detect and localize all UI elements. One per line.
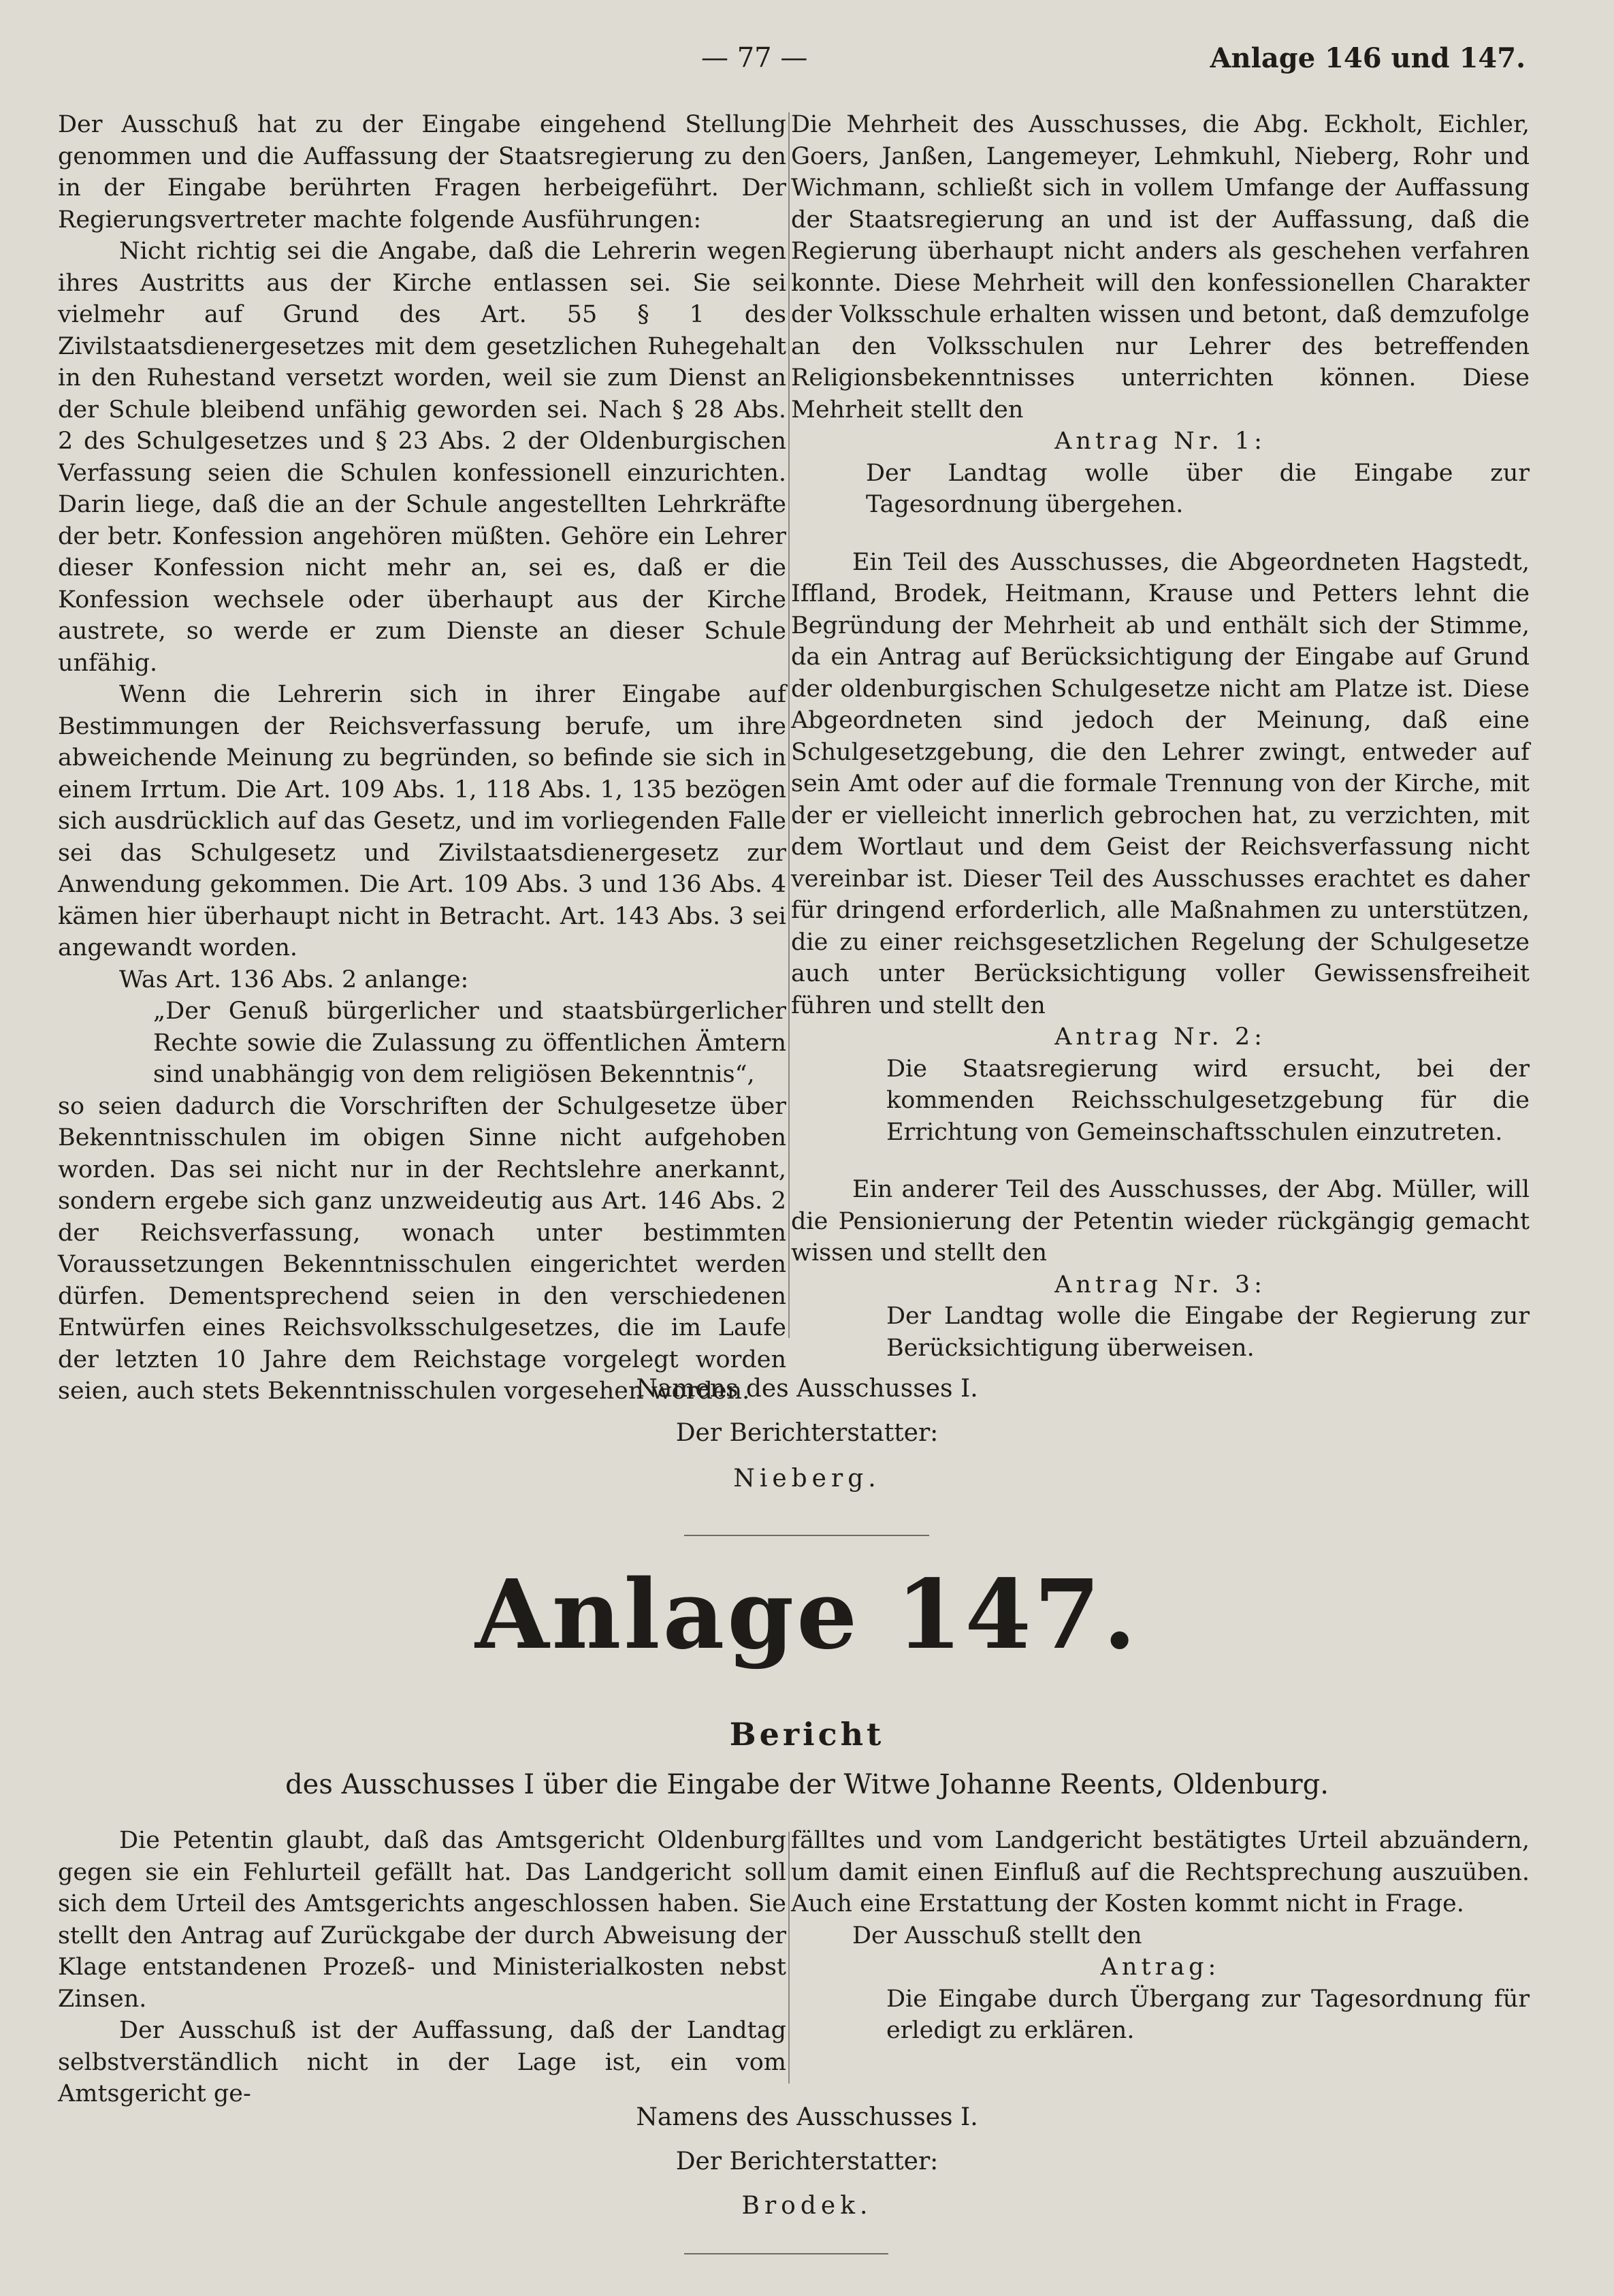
- antrag-text: Die Eingabe durch Übergang zur Tagesordnung für erledigt zu erklären.: [886, 1985, 1530, 2044]
- signature-role: Der Berichterstatter:: [675, 1419, 939, 1447]
- antrag-heading: Antrag Nr. 3:: [1054, 1271, 1266, 1298]
- section-title: Anlage 147.: [475, 1559, 1139, 1671]
- report-subject: des Ausschusses I über die Eingabe der Witwe Johanne Reents, Oldenburg.: [285, 1769, 1329, 1800]
- signature-committee: Namens des Ausschusses I.: [636, 1375, 978, 1403]
- anlage147-right-column: [791, 1825, 1530, 2047]
- antrag-heading: Antrag:: [1100, 1954, 1221, 1981]
- paragraph: Der Ausschuß stellt den: [852, 1922, 1142, 1949]
- paragraph: Ein anderer Teil des Ausschusses, der Abg. Müller, will die Pensionierung der Petentin wieder rückgängig gemacht wissen und stellt den: [791, 1176, 1530, 1266]
- paragraph: Die Petentin glaubt, daß das Amtsgericht Oldenburg gegen sie ein Fehlurteil gefällt hat. Das Landgericht soll sich dem Urteil des Amtsgerichts angeschlossen haben. Sie stellt den Antrag auf Zurückgabe der durch Abweisung der Klage entstandenen Prozeß- und Ministerialkosten nebst Zinsen.: [58, 1827, 786, 2013]
- report-heading: Bericht: [729, 1716, 885, 1753]
- signature-name: Brodek.: [741, 2192, 873, 2220]
- anlage147-left-column: [58, 1825, 786, 2110]
- antrag-heading: Antrag Nr. 1:: [1054, 428, 1266, 455]
- paragraph: Der Ausschuß hat zu der Eingabe eingehend Stellung genommen und die Auffassung der Staatsregierung zu den in der Eingabe berührten Fragen herbeigeführt. Der Regierungsvertreter machte folgende Ausführungen:: [58, 111, 786, 234]
- running-title: Anlage 146 und 147.: [1210, 42, 1526, 74]
- paragraph: Was Art. 136 Abs. 2 anlange:: [119, 966, 469, 993]
- column-divider: [788, 112, 790, 1338]
- signature-role: Der Berichterstatter:: [675, 2148, 939, 2175]
- paragraph: so seien dadurch die Vorschriften der Schulgesetze über Bekenntnisschulen im obigen Sinne nicht aufgehoben worden. Das sei nicht nur in der Rechtslehre anerkannt, sondern ergebe sich ganz unzweideutig aus Art. 146 Abs. 2 der Reichsverfassung, wonach unter bestimmten Voraussetzungen Bekenntnisschulen eingerichtet werden dürfen. Dementsprechend seien in den verschiedenen Entwürfen eines Reichsvolksschulgesetzes, die im Laufe der letzten 10 Jahre dem Reichstage vorgelegt worden seien, auch stets Bekenntnisschulen vorgesehen worden.: [58, 1092, 786, 1405]
- antrag-text: Der Landtag wolle über die Eingabe zur Tagesordnung übergehen.: [866, 459, 1530, 518]
- antrag-text: Die Staatsregierung wird ersucht, bei der kommenden Reichsschulgesetzgebung für die Errichtung von Gemeinschaftsschulen einzutreten.: [886, 1055, 1530, 1146]
- signature-name: Nieberg.: [733, 1465, 881, 1493]
- quotation: „Der Genuß bürgerlicher und staatsbürgerlicher Rechte sowie die Zulassung zu öffentlichen Ämtern sind unabhängig von dem religiösen Bekenntnis“,: [153, 998, 786, 1088]
- paragraph: Ein Teil des Ausschusses, die Abgeordneten Hagstedt, Iffland, Brodek, Heitmann, Krause und Petters lehnt die Begründung der Mehrheit ab und enthält sich der Stimme, da ein Antrag auf Berücksichtigung der Eingabe auf Grund der oldenburgischen Schulgesetze nicht am Platze ist. Diese Abgeordneten sind jedoch der Meinung, daß eine Schulgesetzgebung, die den Lehrer zwingt, entweder auf sein Amt oder auf die formale Trennung von der Kirche, mit der er vielleicht innerlich gebrochen hat, zu verzichten, mit dem Wortlaut und dem Geist der Reichsverfassung nicht vereinbar ist. Dieser Teil des Ausschusses erachtet es daher für dringend erforderlich, alle Maßnahmen zu unterstützen, die zu einer reichsgesetzlichen Regelung der Schulgesetze auch unter Berücksichtigung voller Gewissensfreiheit führen und stellt den: [791, 548, 1530, 1019]
- section-rule: [684, 1535, 929, 1536]
- paragraph: fälltes und vom Landgericht bestätigtes Urteil abzuändern, um damit einen Einfluß auf die Rechtsprechung auszuüben. Auch eine Erstattung der Kosten kommt nicht in Frage.: [791, 1827, 1530, 1917]
- paragraph: Die Mehrheit des Ausschusses, die Abg. Eckholt, Eichler, Goers, Janßen, Langemeyer, Lehmkuhl, Nieberg, Rohr und Wichmann, schließt sich in vollem Umfange der Auffassung der Staatsregierung an und ist der Auffassung, daß die Regierung überhaupt nicht anders als geschehen verfahren konnte. Diese Mehrheit will den konfessionellen Charakter der Volksschule erhalten wissen und betont, daß demzufolge an den Volksschulen nur Lehrer des betreffenden Religionsbekenntnisses unterrichten können. Diese Mehrheit stellt den: [791, 111, 1530, 424]
- page-number: — 77 —: [701, 42, 808, 74]
- signature-committee: Namens des Ausschusses I.: [636, 2103, 978, 2131]
- paragraph: Der Ausschuß ist der Auffassung, daß der Landtag selbstverständlich nicht in der Lage ist, ein vom Amtsgericht ge-: [58, 2017, 786, 2107]
- paragraph: Wenn die Lehrerin sich in ihrer Eingabe auf Bestimmungen der Reichsverfassung berufe, um ihre abweichende Meinung zu begründen, so befinde sie sich in einem Irrtum. Die Art. 109 Abs. 1, 118 Abs. 1, 135 bezögen sich ausdrücklich auf das Gesetz, und im vorliegenden Falle sei das Schulgesetz und Zivilstaatsdienergesetz zur Anwendung gekommen. Die Art. 109 Abs. 3 und 136 Abs. 4 kämen hier überhaupt nicht in Betracht. Art. 143 Abs. 3 sei angewandt worden.: [58, 681, 786, 961]
- anlage146-left-column: [58, 109, 786, 1407]
- paragraph: Nicht richtig sei die Angabe, daß die Lehrerin wegen ihres Austritts aus der Kirche entlassen sei. Sie sei vielmehr auf Grund des Art. 55 § 1 des Zivilstaatsdienergesetzes mit dem gesetzlichen Ruhegehalt in den Ruhestand versetzt worden, weil sie zum Dienst an der Schule bleibend unfähig geworden sei. Nach § 28 Abs. 2 des Schulgesetzes und § 23 Abs. 2 der Oldenburgischen Verfassung seien die Schulen konfessionell einzurichten. Darin liege, daß die an der Schule angestellten Lehrkräfte der betr. Konfession angehören müßten. Gehöre ein Lehrer dieser Konfession nicht mehr an, sei es, daß er die Konfession wechsele oder überhaupt aus der Kirche austrete, so werde er zum Dienste an dieser Schule unfähig.: [58, 238, 786, 677]
- end-rule: [684, 2253, 888, 2254]
- anlage146-right-column: [791, 109, 1530, 1364]
- column-divider: [788, 1832, 790, 2084]
- antrag-heading: Antrag Nr. 2:: [1054, 1023, 1266, 1051]
- antrag-text: Der Landtag wolle die Eingabe der Regierung zur Berücksichtigung überweisen.: [886, 1303, 1530, 1362]
